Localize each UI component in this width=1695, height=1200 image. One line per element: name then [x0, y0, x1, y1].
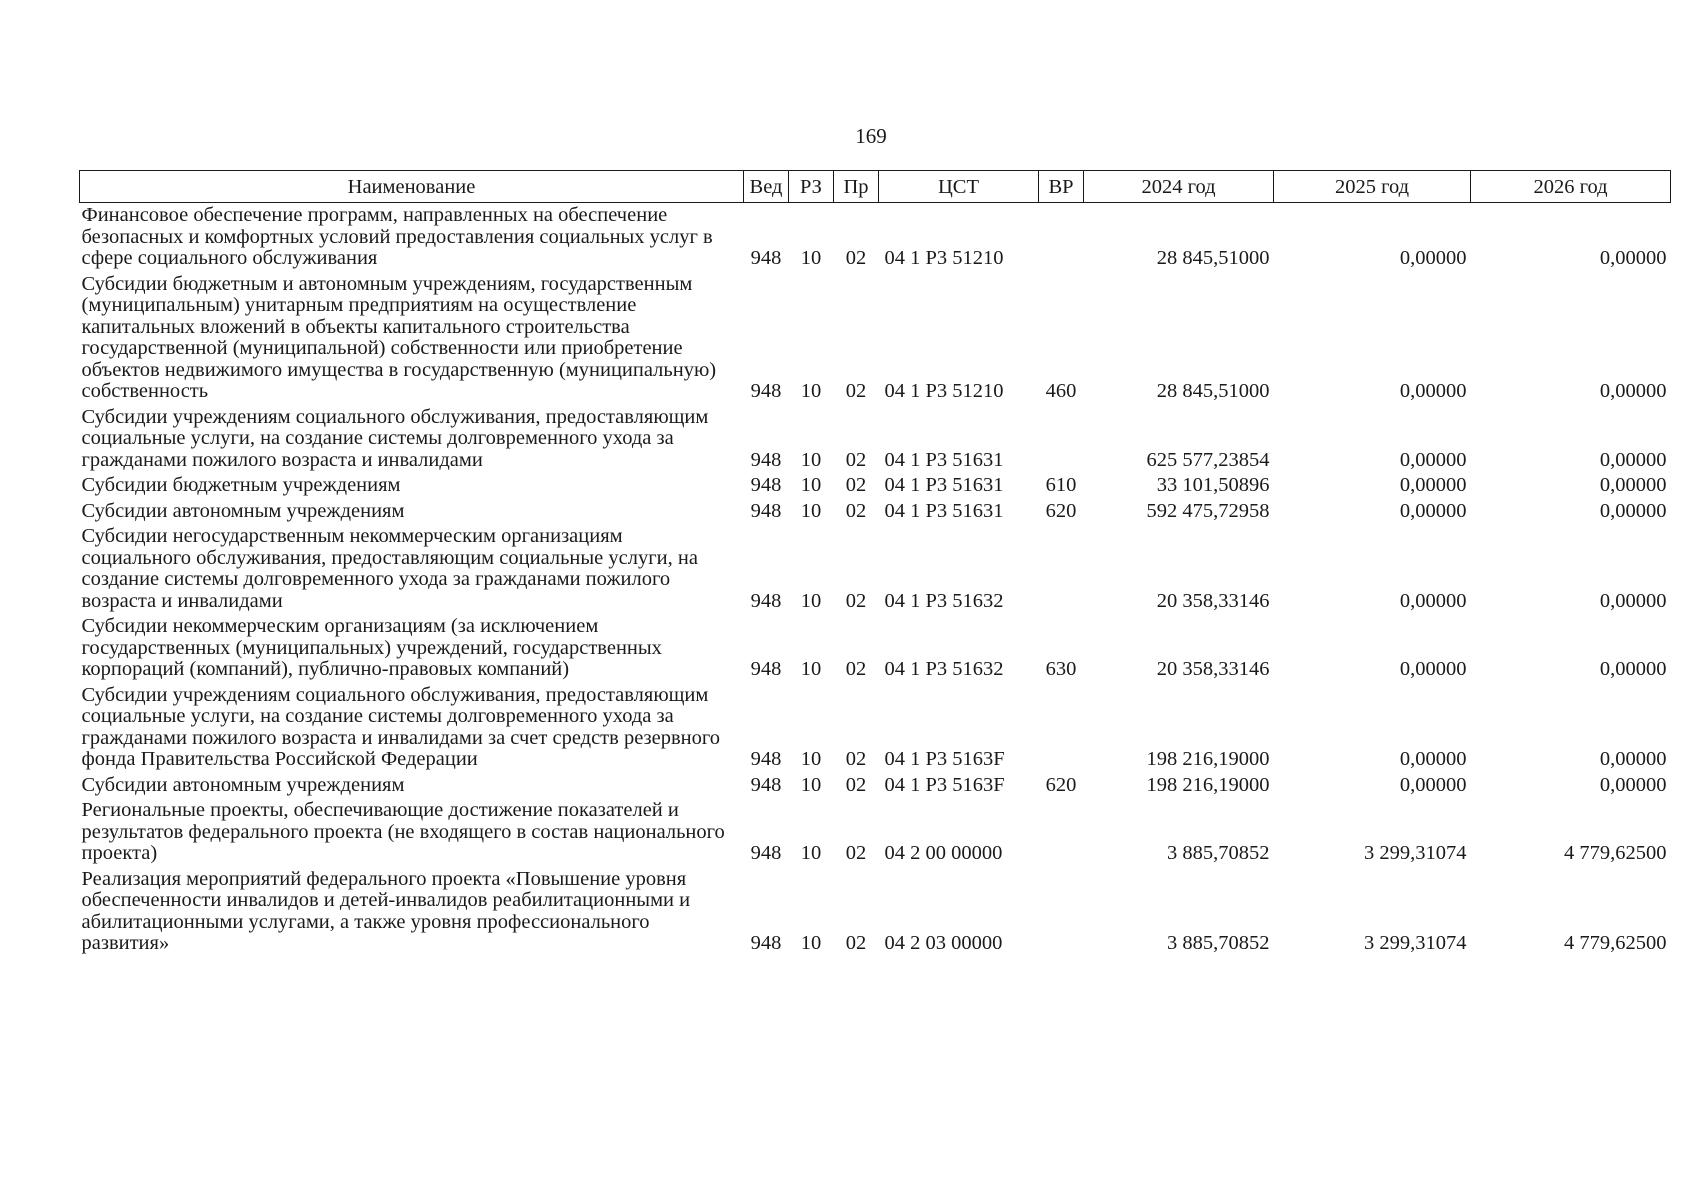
row-pr: 02 — [845, 474, 867, 496]
row-2024: 33 101,50896 — [1156, 474, 1270, 496]
table-row — [80, 773, 1671, 799]
row-cst: 04 2 00 00000 — [884, 842, 1003, 864]
row-rz: 10 — [800, 589, 822, 612]
row-2024: 3 885,70852 — [1167, 842, 1270, 864]
row-name: Субсидии учреждениям социального обслуживания, предоставляющим социальные услуги, на создание системы долговременного ухода за гражданами пожилого возраста и инвалидами за счет средств резервного фонда Правительства Российской Федерации — [81, 683, 721, 770]
row-rz: 10 — [800, 448, 822, 471]
table-row — [80, 272, 1671, 405]
table-header-row — [80, 171, 1671, 203]
row-ved: 948 — [750, 658, 782, 680]
row-rz: 10 — [800, 474, 822, 496]
header-cst: ЦСТ — [879, 171, 1039, 203]
row-2026: 0,00000 — [1599, 474, 1667, 496]
table-row — [80, 867, 1671, 957]
row-2025: 0,00000 — [1399, 658, 1467, 680]
page-number: 169 — [855, 124, 887, 148]
row-2026: 0,00000 — [1599, 658, 1667, 680]
table-row — [80, 203, 1671, 272]
table-row — [80, 499, 1671, 525]
row-vr: 610 — [1045, 474, 1077, 496]
row-ved: 948 — [750, 932, 782, 954]
row-ved: 948 — [750, 748, 782, 770]
row-cst: 04 1 Р3 51632 — [884, 589, 1004, 612]
row-2024: 3 885,70852 — [1167, 932, 1270, 954]
row-rz: 10 — [800, 380, 822, 402]
row-ved: 948 — [750, 773, 782, 796]
row-2025: 0,00000 — [1399, 773, 1467, 796]
table-row — [80, 524, 1671, 614]
row-rz: 10 — [800, 748, 822, 770]
row-pr: 02 — [845, 658, 867, 680]
row-cst: 04 2 03 00000 — [884, 932, 1003, 954]
table-row — [80, 405, 1671, 474]
row-pr: 02 — [845, 499, 867, 522]
row-rz: 10 — [800, 658, 822, 680]
row-ved: 948 — [750, 474, 782, 496]
header-rz: РЗ — [789, 171, 834, 203]
row-pr: 02 — [845, 247, 867, 269]
row-vr — [1039, 524, 1084, 614]
row-cst: 04 1 Р3 5163F — [884, 773, 1005, 796]
row-cst: 04 1 Р3 51631 — [884, 474, 1004, 496]
row-vr — [1039, 405, 1084, 474]
header-name: Наименование — [80, 171, 744, 203]
row-cst: 04 1 Р3 51631 — [884, 499, 1004, 522]
row-name: Субсидии некоммерческим организациям (за исключением государственных (муниципальных) учреждений, государственных корпораций (компаний), публично-правовых компаний) — [81, 615, 662, 680]
row-2026: 4 779,62500 — [1564, 842, 1667, 864]
row-2024: 20 358,33146 — [1156, 658, 1270, 680]
row-cst: 04 1 Р3 5163F — [884, 748, 1005, 770]
row-2025: 0,00000 — [1399, 448, 1467, 471]
row-cst: 04 1 Р3 51210 — [884, 380, 1004, 402]
table-row — [80, 683, 1671, 773]
row-rz: 10 — [800, 842, 822, 864]
row-2025: 3 299,31074 — [1364, 932, 1467, 954]
header-2026: 2026 год — [1471, 171, 1671, 203]
row-name: Субсидии учреждениям социального обслуживания, предоставляющим социальные услуги, на создание системы долговременного ухода за гражданами пожилого возраста и инвалидами — [81, 405, 709, 471]
row-pr: 02 — [845, 448, 867, 471]
header-2025: 2025 год — [1274, 171, 1471, 203]
row-2024: 198 216,19000 — [1146, 773, 1270, 796]
table-row — [80, 614, 1671, 683]
row-cst: 04 1 Р3 51632 — [884, 658, 1004, 680]
row-cst: 04 1 Р3 51210 — [884, 247, 1004, 269]
row-2025: 0,00000 — [1399, 474, 1467, 496]
row-2026: 4 779,62500 — [1564, 932, 1667, 954]
row-2024: 198 216,19000 — [1146, 748, 1270, 770]
header-ved: Вед — [744, 171, 789, 203]
row-2026: 0,00000 — [1599, 380, 1667, 402]
row-vr: 460 — [1045, 380, 1077, 402]
row-ved: 948 — [750, 247, 782, 269]
row-name: Региональные проекты, обеспечивающие достижение показателей и результатов федерального проекта (не входящего в состав национального проекта) — [81, 799, 725, 864]
row-ved: 948 — [750, 842, 782, 864]
header-pr: Пр — [834, 171, 879, 203]
row-2026: 0,00000 — [1599, 499, 1667, 522]
row-2025: 3 299,31074 — [1364, 842, 1467, 864]
row-vr — [1039, 798, 1084, 867]
budget-table — [79, 170, 1671, 957]
row-2024: 20 358,33146 — [1156, 589, 1270, 612]
row-vr — [1039, 203, 1084, 272]
row-ved: 948 — [750, 499, 782, 522]
row-vr — [1039, 683, 1084, 773]
row-pr: 02 — [845, 773, 867, 796]
row-rz: 10 — [800, 773, 822, 796]
table-row — [80, 473, 1671, 499]
row-vr: 630 — [1045, 658, 1077, 680]
row-2024: 625 577,23854 — [1146, 448, 1270, 471]
row-2026: 0,00000 — [1599, 448, 1667, 471]
row-name: Субсидии автономным учреждениям — [81, 773, 405, 796]
row-name: Реализация мероприятий федерального проекта «Повышение уровня обеспеченности инвалидов и детей-инвалидов реабилитационными и абилитационными услугами, а также уровня профессионального развития» — [81, 867, 691, 954]
row-name: Субсидии автономным учреждениям — [81, 499, 405, 522]
row-vr: 620 — [1045, 499, 1077, 522]
row-2024: 28 845,51000 — [1156, 380, 1270, 402]
row-2025: 0,00000 — [1399, 589, 1467, 612]
row-name: Субсидии бюджетным и автономным учреждениям, государственным (муниципальным) унитарным предприятиям на осуществление капитальных вложений в объекты капитального строительства государственной (муниципальной) собственности или приобретение объектов недвижимого имущества в государственную (муниципальную) собственность — [81, 272, 717, 402]
row-name: Финансовое обеспечение программ, направленных на обеспечение безопасных и комфортных условий предоставления социальных услуг в сфере социального обслуживания — [81, 204, 713, 269]
row-2024: 28 845,51000 — [1156, 247, 1270, 269]
row-vr — [1039, 867, 1084, 957]
row-rz: 10 — [800, 932, 822, 954]
row-rz: 10 — [800, 499, 822, 522]
header-2024: 2024 год — [1084, 171, 1274, 203]
row-pr: 02 — [845, 748, 867, 770]
header-vr: ВР — [1039, 171, 1084, 203]
row-2024: 592 475,72958 — [1146, 499, 1270, 522]
row-2025: 0,00000 — [1399, 748, 1467, 770]
row-2025: 0,00000 — [1399, 380, 1467, 402]
row-2026: 0,00000 — [1599, 773, 1667, 796]
row-pr: 02 — [845, 842, 867, 864]
row-2026: 0,00000 — [1599, 748, 1667, 770]
row-2025: 0,00000 — [1399, 499, 1467, 522]
row-2026: 0,00000 — [1599, 589, 1667, 612]
row-2026: 0,00000 — [1599, 247, 1667, 269]
row-pr: 02 — [845, 932, 867, 954]
row-pr: 02 — [845, 589, 867, 612]
row-ved: 948 — [750, 448, 782, 471]
row-ved: 948 — [750, 589, 782, 612]
row-pr: 02 — [845, 380, 867, 402]
row-name: Субсидии негосударственным некоммерческим организациям социального обслуживания, предоставляющим социальные услуги, на создание системы долговременного ухода за гражданами пожилого возраста и инвалидами — [81, 525, 698, 612]
row-cst: 04 1 Р3 51631 — [884, 448, 1004, 471]
row-ved: 948 — [750, 380, 782, 402]
row-rz: 10 — [800, 247, 822, 269]
row-vr: 620 — [1045, 773, 1077, 796]
table-row — [80, 798, 1671, 867]
row-2025: 0,00000 — [1399, 247, 1467, 269]
row-name: Субсидии бюджетным учреждениям — [81, 474, 401, 496]
